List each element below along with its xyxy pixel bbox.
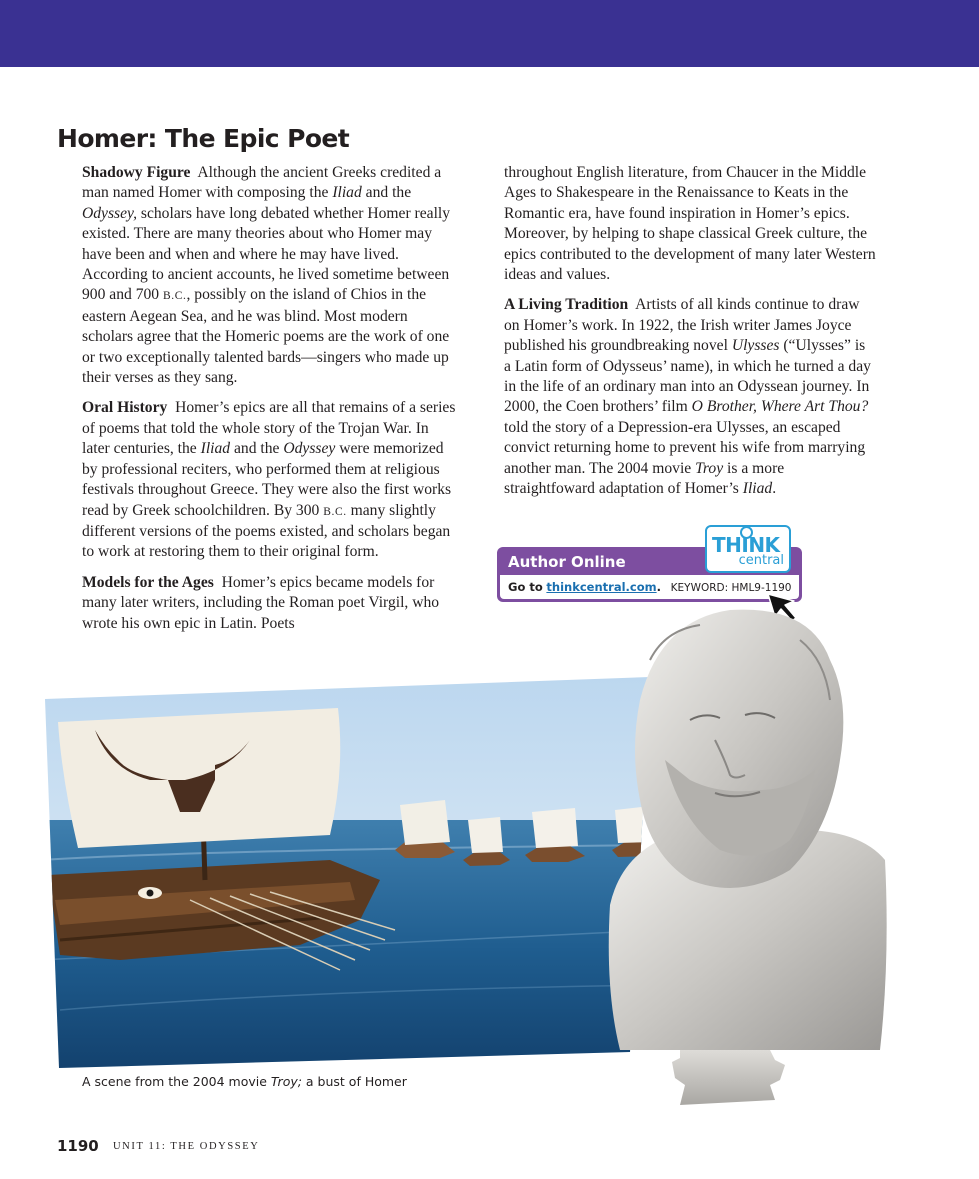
text-run: Although the ancient Greeks credited a man named Homer with composing the [82,164,442,202]
link-period: . [656,580,661,594]
italic-title: Iliad [742,480,773,498]
keyword-label: KEYWORD: HML9-1190 [670,582,792,594]
text-run: Homer’s epics are all that remains of a series of poems that told the whole story of the Trojan War. In later centuries, the [82,399,456,458]
text-run: . [772,480,777,498]
text-run: Artists of all kinds continue to draw on Homer’s work. In 1922, the Irish writer James Joyce published his groundbreaking novel [504,296,860,355]
small-caps-era: B.C. [163,290,187,303]
goto-label: Go to [508,580,543,594]
thinkcentral-link[interactable]: thinkcentral.com [546,580,657,594]
caption-text: a bust of Homer [301,1074,407,1089]
italic-title: Odyssey [283,440,336,458]
page-number: 1190 [57,1137,99,1155]
italic-title: Troy [695,459,724,477]
text-run: many slightly different versions of the poems existed, and scholars began to work at restoring them to their original form. [82,501,451,561]
text-run: and the [230,440,284,458]
author-online-heading: Author Online [508,553,626,571]
logo-think-text: THINK [712,533,780,557]
page-title: Homer: The Epic Poet [57,124,350,153]
text-run: scholars have long debated whether Homer really existed. There are many theories about who Homer may have been and when and where he may have lived. According to ancient accounts, he lived sometime between 900 and 700 [82,204,451,304]
text-run: (“Ulysses” is a Latin form of Odysseus’ name), in which he turned a day in the life of an ordinary man into an Odyssean journey. In 2000, the Coen brothers’ film [504,337,871,416]
italic-title: Ulysses [731,337,780,355]
italic-title: O Brother, Where Art Thou? [691,398,869,416]
text-run: and the [361,184,412,202]
text-run: were memorized by professional reciters, who performed them at religious festivals throughout Greece. They were also the first works read by Greek schoolchildren. By 300 [82,440,452,519]
text-run: Homer’s epics became models for many later writers, including the Roman poet Virgil, who wrote his own epic in Latin. Poets [82,573,440,632]
text-run: , possibly on the island of Chios in the eastern Aegean Sea, and he was blind. Most modern scholars agree that the Homeric poems are the work of one or two exceptionally talented bards—singers who made up their verses as they sang. [82,286,450,387]
small-caps-era: B.C. [323,505,347,518]
italic-title: Iliad [332,184,362,202]
run-in-head: Shadowy Figure [82,164,191,181]
text-run: throughout English literature, from Chaucer in the Middle Ages to Shakespeare in the Renaissance to Keats in the Romantic era, have found inspiration in Homer’s epics. Moreover, by helping to shape classical Greek culture, the epics contributed to the development of many later Western ideas and values. [504,164,876,284]
logo-central-text: central [738,553,784,568]
text-run: told the story of a Depression-era Ulysses, an escaped convict returning home to prevent his wife from marrying another man. The 2004 movie [504,418,866,477]
italic-title: Odyssey, [82,204,137,222]
caption-italic-title: Troy; [270,1074,302,1089]
running-head: UNIT 11: THE ODYSSEY [113,1141,260,1152]
run-in-head: Oral History [82,399,168,417]
text-run: is a more straightfoward adaptation of Homer’s [504,459,785,498]
italic-title: Iliad [200,440,231,458]
figure-caption [82,1074,407,1089]
run-in-head: Models for the Ages [82,573,214,591]
caption-text: A scene from the 2004 movie [82,1074,271,1089]
run-in-head: A Living Tradition [504,296,629,314]
